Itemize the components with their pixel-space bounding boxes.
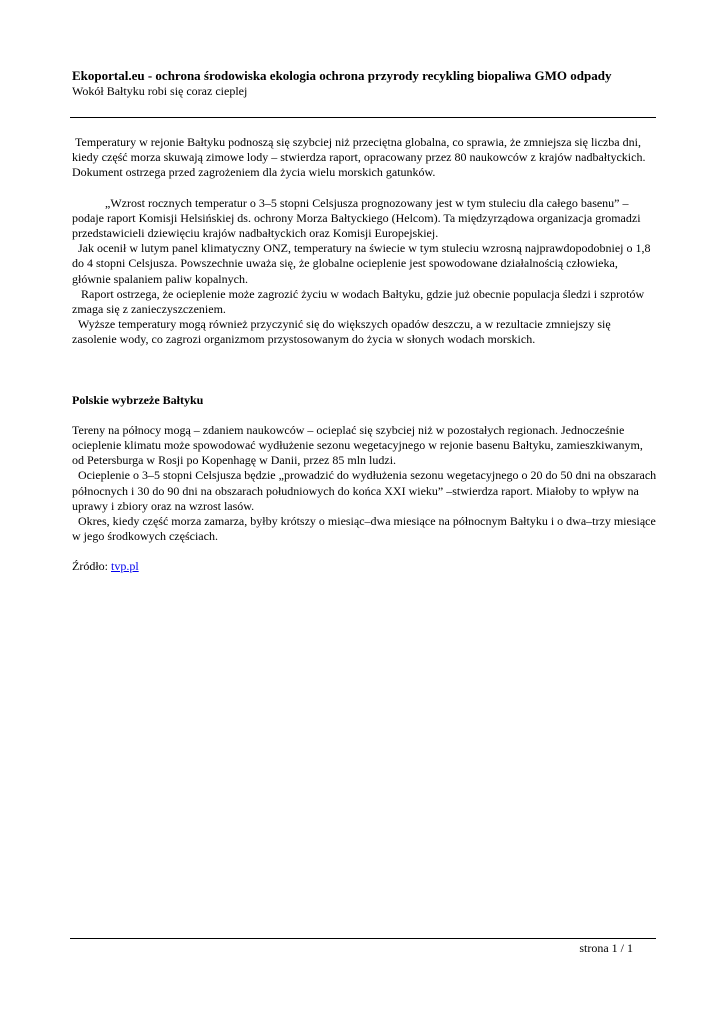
article-title: Wokół Bałtyku robi się coraz cieplej bbox=[72, 84, 248, 98]
article-paragraph-1: Temperatury w rejonie Bałtyku podnoszą się szybciej niż przeciętna globalna, co sprawia, że zmniejsza się liczba dni, kiedy część morza skuwają zimowe lody – stwierdza raport, opracowany przez 80 naukowców z krajów nadbałtyckich. Dokument ostrzega przed zagrożeniem dla życia wielu morskich gatunków. bbox=[72, 135, 649, 180]
footer-divider bbox=[70, 938, 656, 939]
section-paragraph-2: Ocieplenie o 3–5 stopni Celsjusza będzie „prowadzić do wydłużenia sezonu wegetacyjnego o 20 do 50 dni na obszarach północnych i 30 do 90 dni na obszarach południowych do końca XXI wieku” –stwierdza raport. Miałoby to wpływ na uprawy i zbiory oraz na wzrost lasów. bbox=[72, 468, 660, 513]
section-paragraph-1: Tereny na północy mogą – zdaniem naukowców – ocieplać się szybciej niż w pozostałych regionach. Jednocześnie ocieplenie klimatu może spowodować wydłużenie sezonu wegetacyjnego w rejonie basenu Bałtyku, zamieszkiwanym, od Petersburga w Rosji po Kopenhagę w Danii, przez 85 mln ludzi. bbox=[72, 422, 643, 468]
section-paragraph-3: Okres, kiedy część morza zamarza, byłby krótszy o miesiąc–dwa miesiące na północnym Bałtyku i o dwa–trzy miesiące w jego środkowych częściach. bbox=[72, 514, 659, 544]
source-link[interactable]: tvp.pl bbox=[111, 559, 139, 574]
page-indicator: strona 1 / 1 bbox=[579, 941, 633, 955]
article-paragraph-5: Wyższe temperatury mogą również przyczynić się do większych opadów deszczu, a w rezultacie zmniejszy się zasolenie wody, co zagrozi organizmom przystosowanym do życia w słonych wodach morskich. bbox=[72, 317, 614, 347]
article-paragraph-3: Jak ocenił w lutym panel klimatyczny ONZ, temperatury na świecie w tym stuleciu wzrosną najprawdopodobniej o 1,8 do 4 stopni Celsjusza. Powszechnie uważa się, że globalne ocieplenie jest spowodowane działalnością człowieka, głównie spalaniem paliw kopalnych. bbox=[72, 241, 654, 286]
header-divider bbox=[70, 117, 656, 118]
article-body bbox=[72, 135, 660, 575]
article-paragraph-2: „Wzrost rocznych temperatur o 3–5 stopni Celsjusza prognozowany jest w tym stuleciu dla całego basenu” – podaje raport Komisji Helsińskiej ds. ochrony Morza Bałtyckiego (Helcom). Ta międzyrządowa organizacja gromadzi przedstawicieli dziewięciu krajów nadbałtyckich oraz Komisji Europejskiej. bbox=[72, 195, 641, 241]
section-heading: Polskie wybrzeże Bałtyku bbox=[72, 392, 204, 407]
site-title: Ekoportal.eu - ochrona środowiska ekologia ochrona przyrody recykling biopaliwa GMO odpady bbox=[72, 68, 612, 83]
source-label: Źródło: bbox=[72, 559, 111, 574]
source-line bbox=[72, 559, 657, 574]
article-paragraph-4: Raport ostrzega, że ocieplenie może zagrozić życiu w wodach Bałtyku, gdzie już obecnie populacja śledzi i szprotów zmaga się z zanieczyszczeniem. bbox=[72, 286, 648, 317]
